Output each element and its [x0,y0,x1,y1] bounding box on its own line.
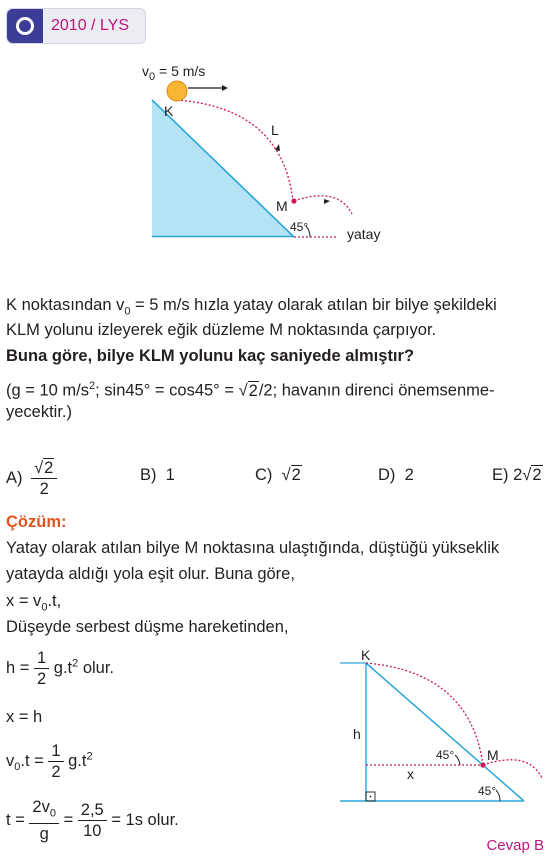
solution-line-2: yatayda aldığı yola eşit olur. Buna göre, [6,565,295,583]
angle-arc-lower [496,790,500,801]
option-c[interactable]: C) √2 [255,466,301,484]
equation-h: h = $\frac{1}{2}$ $g.t^2$ olur. [6,649,115,688]
point-k-label-2: K [361,647,371,663]
point-m-label-2: M [487,747,499,763]
option-e[interactable]: E) 2√2 [492,466,542,484]
answer-label: Cevap B [486,837,544,854]
angle-arc-upper [455,755,460,765]
equation-combined: $v_0.t$ = $\frac{1}{2}$ $g.t^2$ [6,742,93,781]
angle-upper-label: 45° [436,748,455,762]
angle-lower-label: 45° [478,784,497,798]
solution-line-1: Yatay olarak atılan bilye M noktasına ulaştığında, düştüğü yükseklik [6,539,500,557]
point-l-label: L [271,122,279,138]
x-label: x [407,766,414,782]
badge-label: 2010 / LYS [51,17,129,34]
sqrt-icon: √ [281,466,291,484]
question-line-1: K noktasından $v_0 = 5$ m/s hızla yatay olarak atılan bir bilye şekildeki [6,296,497,318]
option-b[interactable]: B) 1 [140,466,175,484]
given-line-2: yecektir.) [6,403,73,421]
equation-t: t = $\frac{2v_0}{g}$ = $\frac{2,5}{10}$ = 1s olur. [6,798,179,844]
option-d[interactable]: D) 2 [378,466,414,484]
question-line-2: KLM yolunu izleyerek eğik düzleme M noktasında çarpıyor. [6,321,437,339]
point-m-label: M [276,198,288,214]
sqrt-icon: √ [522,466,532,484]
given-line-1: (g = 10 $m/s^2$; sin45° = cos45° = √2/2; havanın direnci önemsenme- [6,380,495,400]
sqrt-icon: √ [34,459,44,477]
option-a[interactable]: A) $\frac{√2}{2}$ [6,458,57,499]
sqrt-icon: √ [238,381,248,400]
right-angle-dot [370,796,372,798]
v0-label: $v_0 = 5$ m/s [142,63,206,83]
solution-line-3: Düşeyde serbest düşme hareketinden, [6,618,289,636]
angle-label: 45° [290,220,309,234]
yatay-label: yatay [347,226,381,242]
equation-x: $x = v_0.t$, [6,592,62,614]
incline-edge-2 [366,663,524,801]
equation-x-equals-h: x = h [6,708,43,726]
point-m-2 [480,762,485,767]
h-label: h [353,726,361,742]
point-k-label: K [164,103,174,119]
question-prompt: Buna göre, bilye KLM yolunu kaç saniyede almıştır? [6,347,415,365]
solution-title: Çözüm: [6,513,67,531]
